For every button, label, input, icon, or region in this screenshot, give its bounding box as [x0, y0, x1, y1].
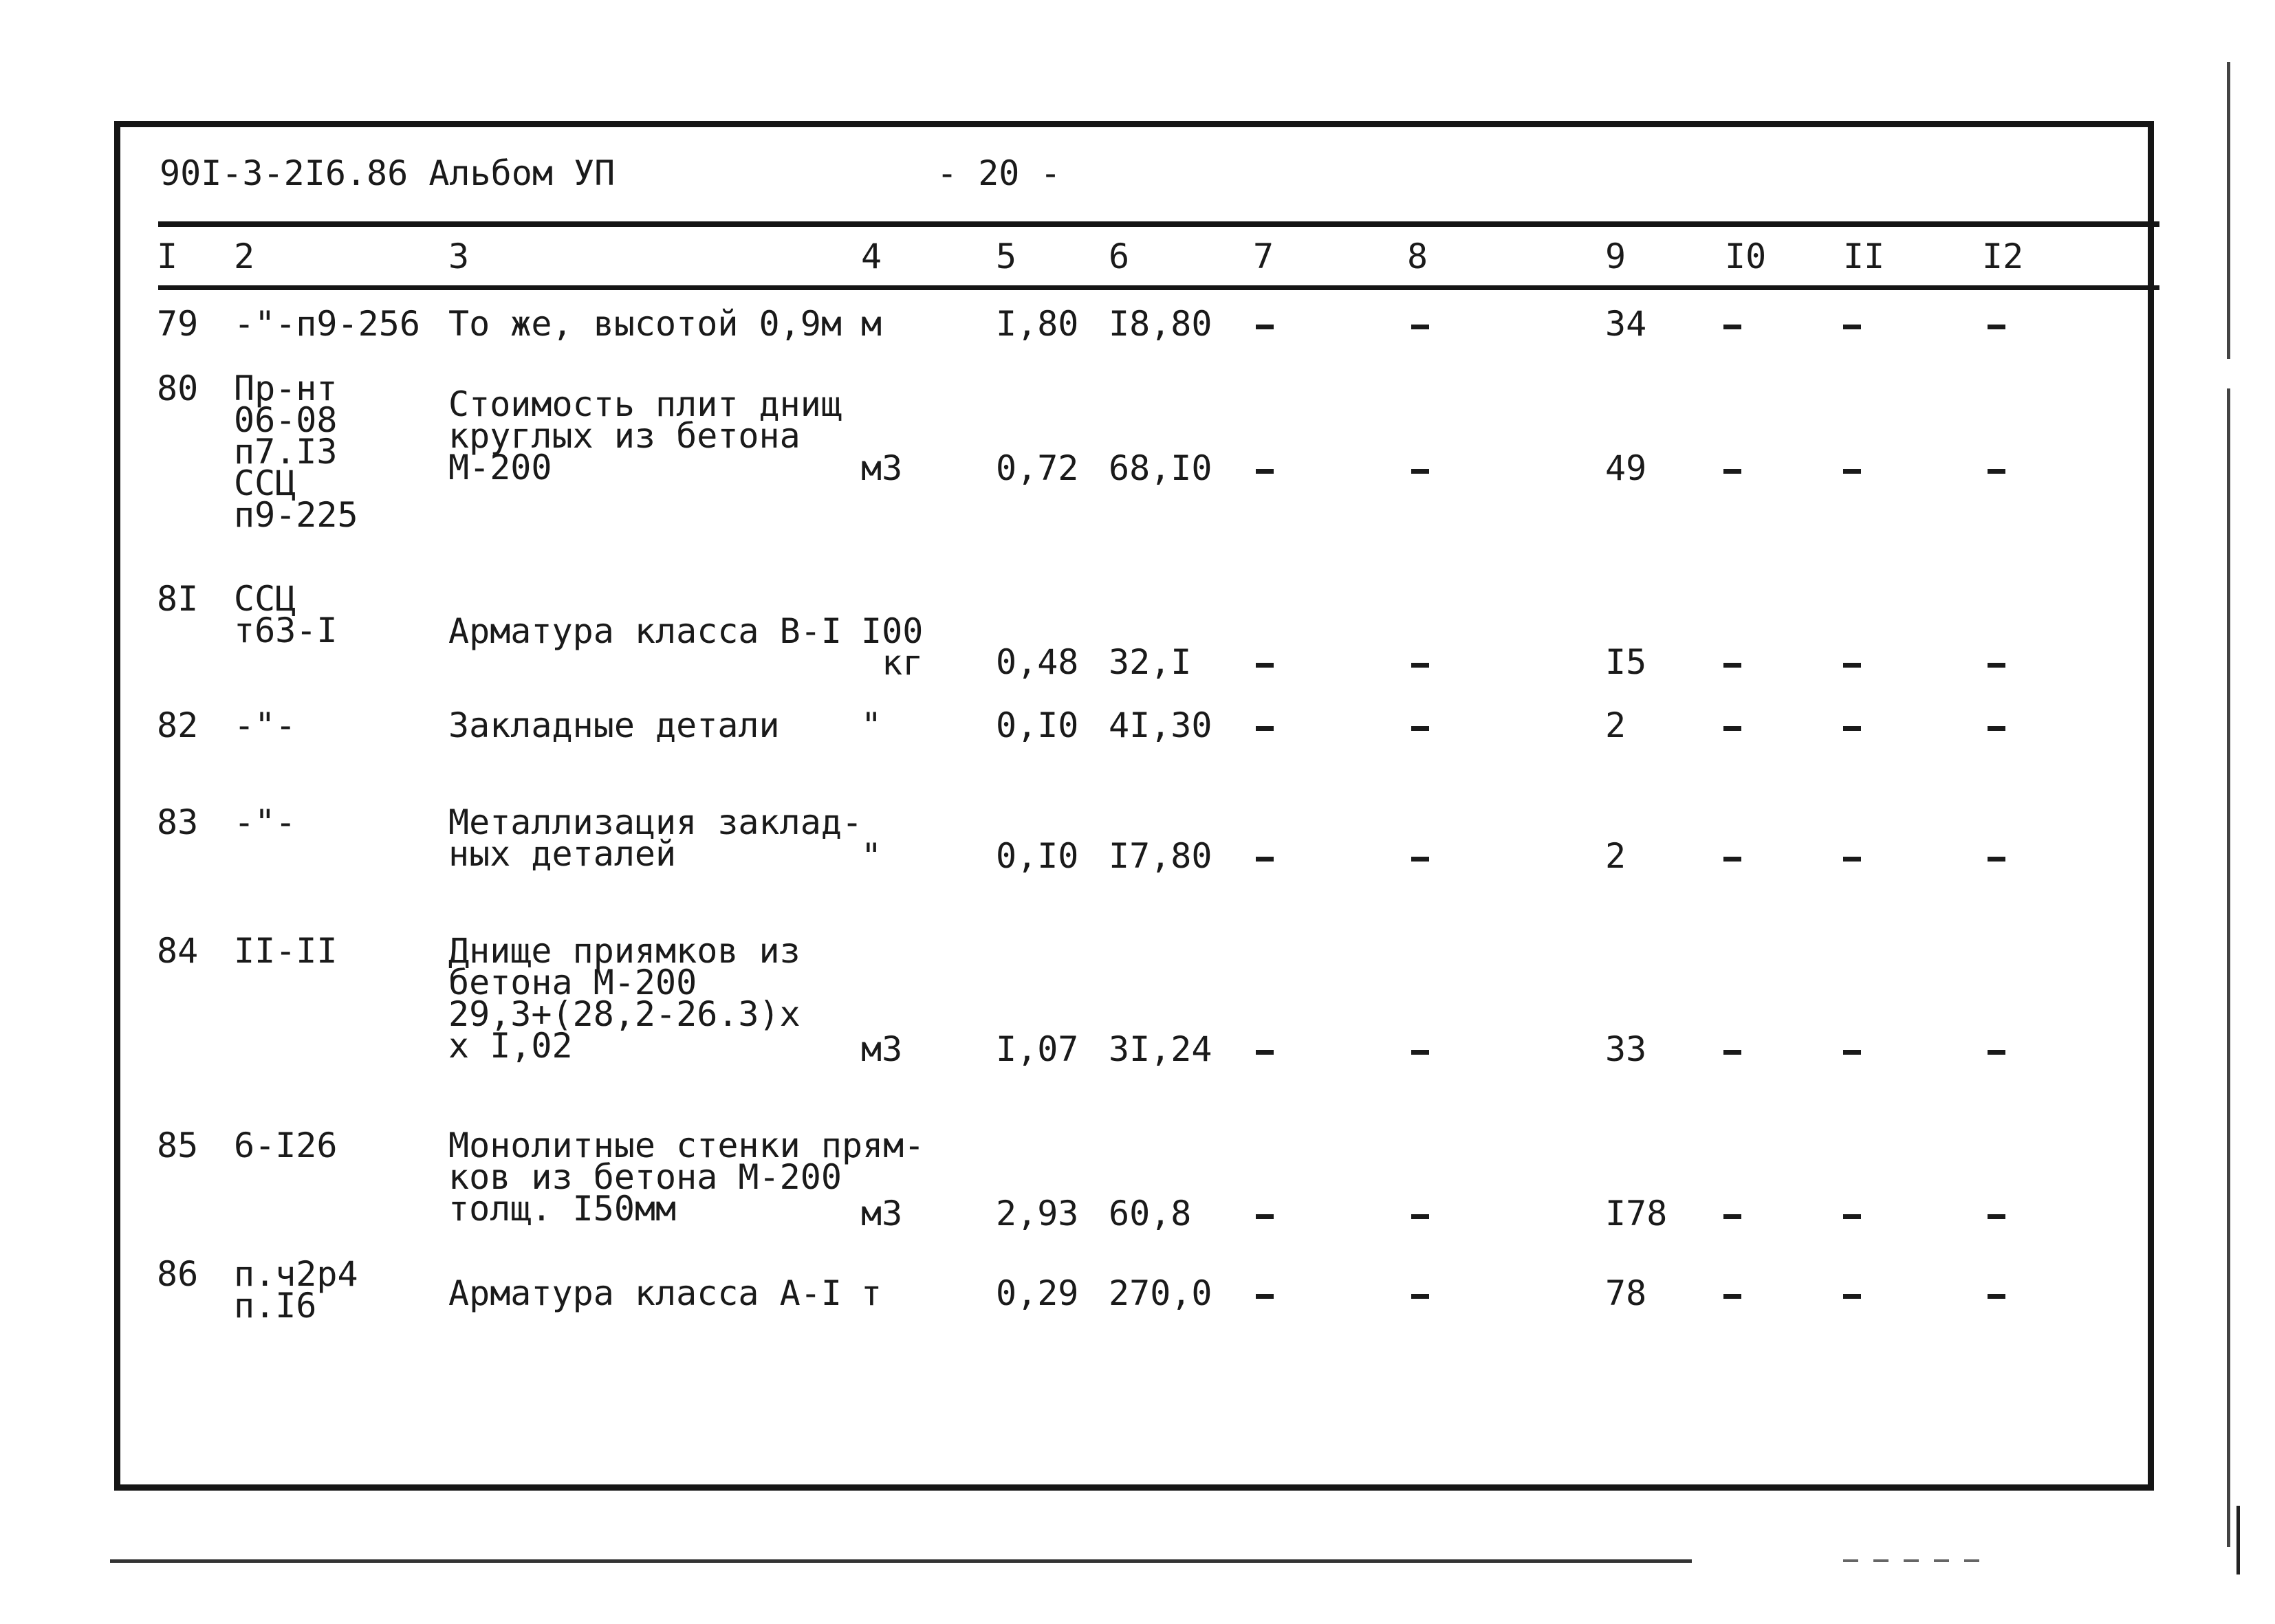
row-item-name: Днище приямков из бетона М-200 29,3+(28,2-26.3)x x I,02	[448, 931, 801, 1066]
side-binding-line	[2227, 62, 2230, 1547]
row-item-name: То же, высотой 0,9м	[448, 304, 842, 344]
header-rule	[158, 221, 2159, 227]
row-empty-dash	[1411, 1214, 1429, 1219]
row-norm-code: 6-I26	[234, 1126, 338, 1165]
row-empty-dash	[1411, 1294, 1429, 1299]
row-number: 85	[157, 1126, 199, 1165]
row-norm-code: -"-п9-256	[234, 304, 420, 344]
row-empty-dash	[1723, 469, 1741, 474]
row-empty-dash	[1988, 663, 2005, 668]
column-header: 9	[1605, 237, 1626, 276]
row-empty-dash	[1843, 469, 1861, 474]
row-total: 2	[1605, 705, 1626, 745]
column-header: 8	[1407, 237, 1428, 276]
row-unit: м	[861, 304, 882, 344]
row-norm-code: ССЦ т63-I	[234, 579, 338, 650]
row-empty-dash	[1411, 663, 1429, 668]
row-empty-dash	[1988, 1294, 2005, 1299]
bottom-rule	[110, 1559, 1692, 1563]
row-item-name: Металлизация заклад- ных деталей	[448, 802, 863, 874]
row-empty-dash	[1256, 1214, 1274, 1219]
row-quantity: 0,29	[996, 1273, 1079, 1313]
row-total: I5	[1605, 642, 1647, 682]
column-header: I0	[1725, 237, 1767, 276]
column-header: I	[157, 237, 178, 276]
row-empty-dash	[1988, 1050, 2005, 1055]
row-quantity: 2,93	[996, 1194, 1079, 1233]
row-empty-dash	[1723, 1050, 1741, 1055]
row-empty-dash	[1256, 469, 1274, 474]
row-empty-dash	[1723, 663, 1741, 668]
row-empty-dash	[1843, 1294, 1861, 1299]
row-unit: "	[861, 836, 882, 876]
row-empty-dash	[1843, 726, 1861, 731]
row-empty-dash	[1256, 857, 1274, 862]
row-item-name: Закладные детали	[448, 705, 780, 745]
column-header: 6	[1109, 237, 1130, 276]
row-item-name: Арматура класса В-I	[448, 611, 842, 651]
row-empty-dash	[1988, 726, 2005, 731]
row-item-name: Арматура класса А-I	[448, 1273, 842, 1313]
row-empty-dash	[1256, 1050, 1274, 1055]
row-total: 34	[1605, 304, 1647, 344]
row-unit-price: 4I,30	[1109, 705, 1212, 745]
row-item-name: Стоимость плит днищ круглых из бетона М-200	[448, 384, 842, 487]
row-number: 8I	[157, 579, 199, 619]
row-empty-dash	[1256, 726, 1274, 731]
row-quantity: 0,48	[996, 642, 1079, 682]
bottom-rule-dashed	[1843, 1559, 1994, 1562]
row-empty-dash	[1723, 1214, 1741, 1219]
row-empty-dash	[1411, 469, 1429, 474]
document-code: 90I-3-2I6.86 Альбом УП	[160, 153, 616, 193]
row-quantity: I,07	[996, 1029, 1079, 1069]
column-header: 5	[996, 237, 1017, 276]
row-total: 49	[1605, 448, 1647, 488]
row-unit: I00 кг	[861, 611, 924, 683]
row-total: I78	[1605, 1194, 1668, 1233]
row-norm-code: II-II	[234, 931, 338, 971]
column-header-rule	[158, 285, 2159, 290]
row-item-name: Монолитные стенки прям- ков из бетона М-200 толщ. I50мм	[448, 1126, 925, 1229]
row-empty-dash	[1723, 726, 1741, 731]
row-unit: "	[861, 705, 882, 745]
row-norm-code: п.ч2р4 п.I6	[234, 1254, 358, 1326]
column-header: 3	[448, 237, 470, 276]
row-empty-dash	[1843, 325, 1861, 329]
page-number: - 20 -	[937, 153, 1061, 193]
row-unit-price: 68,I0	[1109, 448, 1212, 488]
row-quantity: 0,I0	[996, 705, 1079, 745]
row-empty-dash	[1843, 857, 1861, 862]
row-empty-dash	[1256, 663, 1274, 668]
row-empty-dash	[1988, 469, 2005, 474]
row-norm-code: -"-	[234, 705, 296, 745]
row-total: 78	[1605, 1273, 1647, 1313]
row-empty-dash	[1723, 857, 1741, 862]
side-binding-mark	[2236, 1506, 2240, 1574]
row-unit: м3	[861, 1194, 903, 1233]
row-total: 2	[1605, 836, 1626, 876]
row-quantity: 0,I0	[996, 836, 1079, 876]
row-norm-code: Пр-нт 06-08 п7.I3 ССЦ п9-225	[234, 369, 358, 535]
row-empty-dash	[1723, 1294, 1741, 1299]
column-header: 7	[1253, 237, 1274, 276]
row-number: 80	[157, 369, 199, 408]
row-empty-dash	[1256, 1294, 1274, 1299]
row-unit-price: 60,8	[1109, 1194, 1192, 1233]
row-empty-dash	[1988, 857, 2005, 862]
row-empty-dash	[1411, 325, 1429, 329]
row-norm-code: -"-	[234, 802, 296, 842]
row-number: 84	[157, 931, 199, 971]
row-unit: т	[861, 1273, 882, 1313]
row-empty-dash	[1411, 726, 1429, 731]
row-empty-dash	[1256, 325, 1274, 329]
row-empty-dash	[1843, 1214, 1861, 1219]
row-number: 83	[157, 802, 199, 842]
row-unit-price: I8,80	[1109, 304, 1212, 344]
row-empty-dash	[1411, 857, 1429, 862]
row-empty-dash	[1723, 325, 1741, 329]
row-empty-dash	[1843, 1050, 1861, 1055]
row-number: 82	[157, 705, 199, 745]
row-unit-price: 270,0	[1109, 1273, 1212, 1313]
column-header: I2	[1982, 237, 2024, 276]
row-quantity: I,80	[996, 304, 1079, 344]
column-header: 4	[861, 237, 882, 276]
row-empty-dash	[1988, 1214, 2005, 1219]
row-empty-dash	[1843, 663, 1861, 668]
row-unit: м3	[861, 1029, 903, 1069]
row-unit-price: 3I,24	[1109, 1029, 1212, 1069]
row-unit: м3	[861, 448, 903, 488]
row-unit-price: 32,I	[1109, 642, 1192, 682]
column-header: II	[1843, 237, 1885, 276]
row-empty-dash	[1988, 325, 2005, 329]
row-number: 79	[157, 304, 199, 344]
row-total: 33	[1605, 1029, 1647, 1069]
column-header: 2	[234, 237, 255, 276]
row-quantity: 0,72	[996, 448, 1079, 488]
row-number: 86	[157, 1254, 199, 1294]
row-unit-price: I7,80	[1109, 836, 1212, 876]
row-empty-dash	[1411, 1050, 1429, 1055]
